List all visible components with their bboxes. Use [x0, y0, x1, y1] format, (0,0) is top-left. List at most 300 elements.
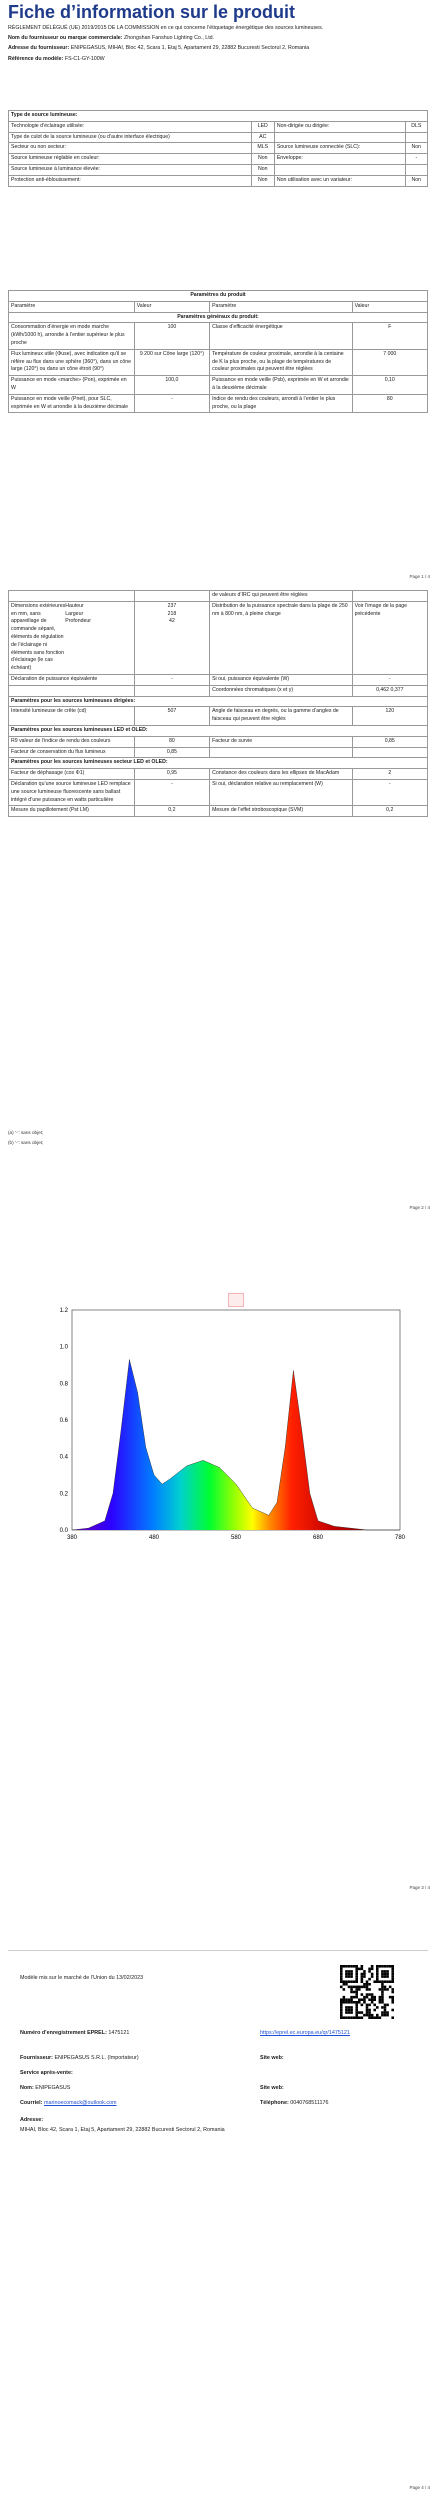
type-value [405, 164, 427, 175]
col-header-param-1: Paramètre [9, 301, 135, 312]
dimension-name: Largeur [65, 610, 84, 617]
qr-module [355, 2014, 358, 2017]
qr-module [389, 1980, 392, 1983]
mains-row [9, 806, 428, 817]
qr-module [355, 2009, 358, 2012]
led-param: Facteur de conservation du flux lumineux [9, 747, 135, 758]
mains-param: Mesure du papillotement (Pst LM) [9, 806, 135, 817]
model-line: Référence du modèle: FS-C1-GY-100W [8, 55, 105, 62]
qr-module [358, 1986, 361, 1989]
qr-module [345, 1983, 348, 1986]
qr-module [368, 1983, 371, 1986]
type-table [8, 110, 428, 187]
qr-module [355, 1978, 358, 1981]
type-param: Secteur ou non secteur: [9, 143, 252, 154]
param-param: Puissance en mode veille (Psb), exprimée en W et arrondie à la deuxième décimale [210, 376, 352, 395]
equiv-label: Déclaration de puissance équivalente [9, 674, 135, 685]
directional-section-header: Paramètres pour les sources lumineuses dirigées: [9, 696, 428, 707]
type-value [405, 132, 427, 143]
qr-module [350, 1988, 353, 1991]
qr-module [391, 1965, 394, 1968]
address-line: Adresse du fournisseur: ENIPEGASUS, MIHAI, Bloc 42, Scara 1, Etaj 5, Apartament 29, 22882 Bucuresti Sectorul 2, Romania [8, 45, 310, 52]
qr-module [340, 2009, 343, 2012]
qr-module [366, 2009, 369, 2012]
qr-module [350, 2006, 353, 2009]
qr-module [350, 1973, 353, 1976]
qr-module [348, 1975, 351, 1978]
qr-module [361, 2011, 364, 2014]
qr-module [381, 1988, 384, 1991]
qr-module [384, 2009, 387, 2012]
qr-module [345, 1965, 348, 1968]
param-value: 7 000 [352, 349, 427, 375]
qr-module [345, 1980, 348, 1983]
qr-module [366, 2011, 369, 2014]
qr-module [376, 1975, 379, 1978]
qr-module [381, 1991, 384, 1994]
qr-module [363, 2014, 366, 2017]
qr-module [348, 1965, 351, 1968]
qr-module [358, 2016, 361, 2019]
qr-module [373, 2009, 376, 2012]
led-value: 0,85 [352, 736, 427, 747]
x-tick-label: 380 [66, 1535, 78, 1541]
site2-label: Site web: [260, 2085, 284, 2091]
mains-row [9, 769, 428, 780]
qr-module [348, 1986, 351, 1989]
qr-module [363, 1975, 366, 1978]
qr-module [355, 1988, 358, 1991]
qr-module [371, 1975, 374, 1978]
led-row [9, 747, 428, 758]
qr-module [345, 2006, 348, 2009]
type-value: AC [251, 132, 274, 143]
qr-module [376, 1970, 379, 1973]
page-3 [0, 1250, 444, 1910]
eprel-link[interactable]: https://eprel.ec.europa.eu/qr/1475121 [260, 2030, 350, 2036]
regulation-text: RÈGLEMENT DÉLÉGUÉ (UE) 2019/2015 DE LA COMMISSION en ce qui concerne l’étiquetage énergétique des sources lumineuses. [8, 25, 324, 31]
qr-module [379, 2001, 382, 2004]
mains-value: 0,2 [134, 806, 209, 817]
type-param: Source lumineuse à luminance élevée: [9, 164, 252, 175]
qr-module [340, 1965, 343, 1968]
footnote-b: (b) ‘-’: sans objet; [8, 1140, 44, 1145]
type-value: MLS [251, 143, 274, 154]
params-table-cont [8, 590, 428, 817]
qr-module [348, 1980, 351, 1983]
qr-module [384, 2011, 387, 2014]
mains-value: 0,2 [352, 806, 427, 817]
qr-module [384, 1975, 387, 1978]
email-line: Courriel: marinoecomack@outlook.com [20, 2100, 117, 2106]
directional-value: 120 [352, 707, 427, 726]
type-param: Technologie d’éclairage utilisée: [9, 121, 252, 132]
qr-module [355, 2004, 358, 2007]
qr-module [361, 1986, 364, 1989]
qr-module [358, 1968, 361, 1971]
type-row [9, 121, 428, 132]
mains-param: Déclaration qu’une source lumineuse LED remplace une source lumineuse fluorescente sans ballast intégré d’une puissance en watts particulière [9, 779, 135, 805]
param-value: 80 [352, 394, 427, 413]
dimension-value: 42 [169, 618, 175, 625]
param-param: Indice de rendu des couleurs, arrondi à l’entier le plus proche, ou la plage [210, 394, 352, 413]
qr-module [381, 1996, 384, 1999]
led-param [210, 747, 352, 758]
qr-module [361, 1998, 364, 2001]
qr-module [363, 1983, 366, 1986]
qr-module [355, 1986, 358, 1989]
qr-module [384, 2006, 387, 2009]
qr-module [368, 1968, 371, 1971]
qr-module [389, 1996, 392, 1999]
qr-module [340, 2014, 343, 2017]
qr-module [381, 1980, 384, 1983]
qr-module [348, 1973, 351, 1976]
qr-module [340, 1980, 343, 1983]
qr-module [391, 1978, 394, 1981]
qr-module [355, 2016, 358, 2019]
qr-module [379, 1965, 382, 1968]
qr-module [363, 2001, 366, 2004]
qr-module [366, 1996, 369, 1999]
page-number: Page 2 / 4 [409, 1205, 430, 1210]
qr-module [353, 2016, 356, 2019]
qr-module [355, 2006, 358, 2009]
qr-module [368, 2009, 371, 2012]
qr-module [376, 1980, 379, 1983]
qr-module [340, 1973, 343, 1976]
y-tick-label: 1.2 [59, 1308, 68, 1314]
type-param: Type de culot de la source lumineuse (ou d’autre interface électrique) [9, 132, 252, 143]
led-param: Facteur de survie [210, 736, 352, 747]
qr-module [384, 2004, 387, 2007]
qr-module [386, 1970, 389, 1973]
led-param: R9 valeur de l’indice de rendu des couleurs [9, 736, 135, 747]
qr-module [355, 1968, 358, 1971]
y-tick-label: 1.0 [59, 1344, 68, 1351]
directional-param: Intensité lumineuse de crête (cd) [9, 707, 135, 726]
qr-module [373, 1980, 376, 1983]
qr-module [366, 2004, 369, 2007]
qr-module [366, 1983, 369, 1986]
cri-continued: de valeurs d’IRC qui peuvent être réglées [210, 591, 352, 602]
qr-module [361, 1965, 364, 1968]
qr-module [368, 1978, 371, 1981]
qr-module [371, 1965, 374, 1968]
qr-module [386, 1975, 389, 1978]
x-tick-label: 580 [230, 1535, 242, 1541]
qr-module [340, 1968, 343, 1971]
type-value: Non [251, 175, 274, 186]
qr-module [350, 2009, 353, 2012]
qr-module [348, 2009, 351, 2012]
qr-module [391, 1980, 394, 1983]
qr-module [350, 1986, 353, 1989]
qr-module [355, 1965, 358, 1968]
qr-module [376, 1973, 379, 1976]
service-label: Service après-vente: [20, 2070, 73, 2076]
qr-module [350, 2011, 353, 2014]
qr-module [368, 1993, 371, 1996]
qr-module [350, 1970, 353, 1973]
qr-module [343, 1988, 346, 1991]
addr-label: Adresse: [20, 2117, 44, 2123]
type-value: Non [405, 143, 427, 154]
led-row [9, 736, 428, 747]
param-param: Puissance en mode «marche» (Pon), exprimée en W [9, 376, 135, 395]
qr-module [343, 1980, 346, 1983]
qr-module [361, 1968, 364, 1971]
qr-module [371, 1993, 374, 1996]
qr-module [368, 2014, 371, 2017]
led-value: 80 [134, 736, 209, 747]
qr-module [389, 1986, 392, 1989]
qr-module [358, 2011, 361, 2014]
type-row [9, 175, 428, 186]
qr-module [350, 1965, 353, 1968]
col-header-value-1: Valeur [134, 301, 209, 312]
qr-module [386, 1965, 389, 1968]
param-value: 100,0 [134, 376, 209, 395]
qr-module [358, 1998, 361, 2001]
qr-module [355, 1973, 358, 1976]
qr-module [391, 1988, 394, 1991]
email-link[interactable]: marinoecomack@outlook.com [43, 2100, 117, 2106]
type-row [9, 132, 428, 143]
qr-module [391, 1970, 394, 1973]
param-value: 0,10 [352, 376, 427, 395]
qr-module [353, 1996, 356, 1999]
qr-module [348, 2016, 351, 2019]
type-value: Non [251, 164, 274, 175]
qr-module [381, 1973, 384, 1976]
qr-module [340, 1978, 343, 1981]
qr-module [389, 1965, 392, 1968]
qr-module [348, 2001, 351, 2004]
qr-module [345, 1970, 348, 1973]
qr-module [363, 1986, 366, 1989]
type-value: Non [405, 175, 427, 186]
dimension-name: Hauteur [65, 602, 84, 609]
qr-module [345, 1973, 348, 1976]
type-param [274, 132, 405, 143]
qr-module [340, 2004, 343, 2007]
type-param: Non-dirigée ou dirigée: [274, 121, 405, 132]
qr-module [353, 1980, 356, 1983]
param-param: Consommation d’énergie en mode marche (kWh/1000 h), arrondie à l’entier supérieur le plus proche [9, 323, 135, 349]
type-value: - [405, 154, 427, 165]
qr-module [350, 1980, 353, 1983]
qr-module [361, 2004, 364, 2007]
qr-module [363, 1970, 366, 1973]
y-tick-label: 0.4 [59, 1454, 68, 1461]
qr-module [371, 1998, 374, 2001]
qr-module [343, 1998, 346, 2001]
type-value: LED [251, 121, 274, 132]
qr-module [340, 2001, 343, 2004]
dimension-name: Profondeur [65, 618, 91, 625]
model-date: Modèle mis sur le marché de l’Union du 13/02/2023 [20, 1975, 144, 1981]
general-section-header: Paramètres généraux du produit: [9, 312, 428, 323]
equiv-power-value: - [352, 674, 427, 685]
qr-module [345, 1975, 348, 1978]
type-param: Non utilisation avec un variateur: [274, 175, 405, 186]
param-row [9, 323, 428, 349]
page-number: Page 1 / 4 [409, 574, 430, 579]
qr-module [381, 2006, 384, 2009]
qr-module [353, 1965, 356, 1968]
qr-module [348, 1998, 351, 2001]
qr-module [355, 1996, 358, 1999]
qr-module [371, 2014, 374, 2017]
dimension-value: 237 [167, 602, 177, 609]
qr-module [384, 1973, 387, 1976]
mains-param: Si oui, déclaration relative au remplacement (W) [210, 779, 352, 805]
qr-module [348, 2006, 351, 2009]
qr-module [386, 2014, 389, 2017]
type-row [9, 143, 428, 154]
qr-module [340, 1975, 343, 1978]
y-tick-label: 0.6 [59, 1418, 68, 1424]
qr-module [371, 1973, 374, 1976]
spd-value: Voir l’image de la page précédente [352, 601, 427, 674]
qr-module [381, 2001, 384, 2004]
qr-module [376, 2016, 379, 2019]
page-2 [0, 590, 444, 1230]
qr-module [391, 1975, 394, 1978]
qr-module [358, 2001, 361, 2004]
qr-module [384, 1970, 387, 1973]
qr-module [363, 1998, 366, 2001]
qr-module [381, 1993, 384, 1996]
addr-value: MIHAI, Bloc 42, Scara 1, Etaj 5, Apartament 29, 22882 Bucuresti Sectorul 2, Romania [20, 2127, 225, 2133]
mains-row [9, 779, 428, 805]
y-tick-label: 0.0 [59, 1528, 68, 1534]
qr-module [391, 1991, 394, 1994]
qr-module [348, 2011, 351, 2014]
led-value [352, 747, 427, 758]
qr-module [386, 1988, 389, 1991]
qr-module [363, 1973, 366, 1976]
col-header-value-2: Valeur [352, 301, 427, 312]
mains-value: - [134, 779, 209, 805]
qr-module [386, 2011, 389, 2014]
qr-module [345, 2001, 348, 2004]
qr-module [368, 2004, 371, 2007]
type-param [274, 164, 405, 175]
qr-module [373, 2016, 376, 2019]
spectral-chart [0, 1290, 444, 1590]
param-row [9, 394, 428, 413]
logo-mark [228, 1293, 244, 1307]
chroma-value: 0,462 0,377 [352, 685, 427, 696]
qr-module [350, 1975, 353, 1978]
qr-module [381, 1975, 384, 1978]
qr-module [381, 1986, 384, 1989]
param-row [9, 376, 428, 395]
type-param: Source lumineuse réglable en couleur: [9, 154, 252, 165]
page-4 [0, 1920, 444, 2500]
qr-module [391, 2016, 394, 2019]
eprel-line: Numéro d’enregistrement EPREL: 1475121 [20, 2030, 130, 2036]
type-section-header: Type de source lumineuse: [9, 111, 428, 122]
led-value: 0,85 [134, 747, 209, 758]
qr-module [355, 1993, 358, 1996]
qr-module [350, 1996, 353, 1999]
qr-module [386, 2004, 389, 2007]
qr-module [376, 1965, 379, 1968]
qr-module [366, 2006, 369, 2009]
param-param: Classe d’efficacité énergétique [210, 323, 352, 349]
page-number: Page 4 / 4 [409, 2485, 430, 2490]
spd-label: Distribution de la puissance spectrale dans la plage de 250 nm à 800 nm, à pleine charge [210, 601, 352, 674]
led-section-header: Paramètres pour les sources lumineuses LED et OLED: [9, 725, 428, 736]
dimensions-label: Dimensions extérieures en mm, sans appareillage de commande séparé, éléments de régulation de l’éclairage ni éléments sans fonction d’éclairage (le cas échéant) [11, 602, 66, 672]
supplier-line: Nom du fournisseur ou marque commerciale: Zhongshan Fanshuo Lighting Co., Ltd. [8, 35, 215, 42]
param-value: F [352, 323, 427, 349]
qr-module [368, 1988, 371, 1991]
qr-module [348, 1970, 351, 1973]
qr-module [373, 1996, 376, 1999]
qr-module [391, 1998, 394, 2001]
qr-module [361, 2016, 364, 2019]
qr-module [355, 1980, 358, 1983]
params-section-header: Paramètres du produit [9, 291, 428, 302]
dimension-value: 218 [167, 610, 177, 617]
qr-module [391, 2009, 394, 2012]
directional-param: Angle de faisceau en degrés, ou la gamme d’angles de faisceau qui peuvent être réglés [210, 707, 352, 726]
qr-module [376, 2006, 379, 2009]
qr-module [358, 1988, 361, 1991]
qr-module [368, 2011, 371, 2014]
qr-module [361, 1978, 364, 1981]
qr-code [340, 1965, 394, 2019]
qr-module [340, 2016, 343, 2019]
qr-module [373, 2004, 376, 2007]
spectrum-area [72, 1360, 400, 1531]
qr-module [355, 1991, 358, 1994]
intro-block [8, 24, 428, 63]
qr-module [366, 1993, 369, 1996]
dimensions-cell [9, 601, 135, 674]
type-param: Source lumineuse connectée (SLC): [274, 143, 405, 154]
qr-module [386, 1973, 389, 1976]
qr-module [391, 1996, 394, 1999]
mains-param: Mesure de l’effet stroboscopique (SVM) [210, 806, 352, 817]
qr-module [350, 2001, 353, 2004]
x-tick-label: 680 [312, 1535, 324, 1541]
directional-row [9, 707, 428, 726]
qr-module [361, 1973, 364, 1976]
qr-module [355, 1970, 358, 1973]
qr-module [345, 2009, 348, 2012]
qr-module [340, 2006, 343, 2009]
qr-module [381, 2014, 384, 2017]
qr-module [381, 1965, 384, 1968]
qr-module [368, 2016, 371, 2019]
param-param: Température de couleur proximale, arrondie à la centaine de K la plus proche, ou la plage de températures de couleur proximales qui peuvent être réglées [210, 349, 352, 375]
qr-module [384, 1988, 387, 1991]
qr-module [379, 1996, 382, 1999]
mains-section-header: Paramètres pour les sources lumineuses secteur LED et OLED: [9, 758, 428, 769]
qr-module [353, 1986, 356, 1989]
qr-module [343, 2001, 346, 2004]
qr-module [376, 2014, 379, 2017]
qr-module [384, 1986, 387, 1989]
type-value: Non [251, 154, 274, 165]
qr-module [381, 1983, 384, 1986]
param-param: Flux lumineux utile (Φuse), avec indication qu’il se réfère au flux dans une sphère (360°), dans un cône large (120°) ou dans un cône étroit (90°) [9, 349, 135, 375]
